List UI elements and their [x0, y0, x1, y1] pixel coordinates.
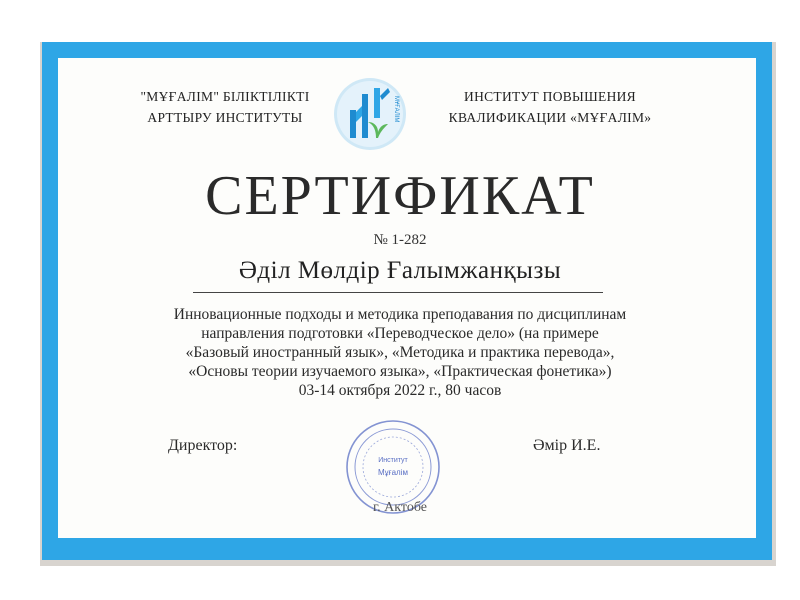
stamp-text-1: Институт	[378, 457, 408, 464]
course-line-3: «Базовый иностранный язык», «Методика и практика перевода»,	[185, 344, 615, 361]
stamp-text-2: Мұғалім	[378, 468, 408, 477]
certificate-title: СЕРТИФИКАТ	[205, 165, 595, 227]
recipient-name: Әділ Мөлдір Ғалымжанқызы	[238, 257, 562, 284]
org-left-line2: АРТТЫРУ ИНСТИТУТЫ	[147, 110, 303, 125]
recipient-underline	[193, 292, 603, 293]
director-label: Директор:	[168, 437, 238, 454]
muhalim-logo-icon	[332, 76, 408, 152]
course-description	[80, 305, 720, 400]
course-line-2: направления подготовки «Переводческое дело» (на примере	[201, 325, 599, 342]
org-right-line2: КВАЛИФИКАЦИИ «МҰҒАЛІМ»	[448, 110, 652, 125]
org-name-kazakh	[125, 86, 325, 128]
org-name-russian	[440, 86, 660, 128]
course-line-4: «Основы теории изучаемого языка», «Практическая фонетика»)	[188, 363, 612, 380]
org-right-line1: ИНСТИТУТ ПОВЫШЕНИЯ	[464, 89, 636, 104]
city-name: г. Актобе	[373, 500, 427, 515]
course-line-1: Инновационные подходы и методика преподавания по дисциплинам	[173, 306, 627, 323]
logo-vertical-text: МҰҒАЛІМ	[393, 96, 399, 123]
course-dates: 03-14 октября 2022 г., 80 часов	[298, 382, 502, 399]
director-name: Әмір И.Е.	[533, 437, 601, 454]
certificate-number: № 1-282	[373, 232, 427, 248]
org-left-line1: "МҰҒАЛІМ" БІЛІКТІЛІКТІ	[140, 89, 310, 104]
